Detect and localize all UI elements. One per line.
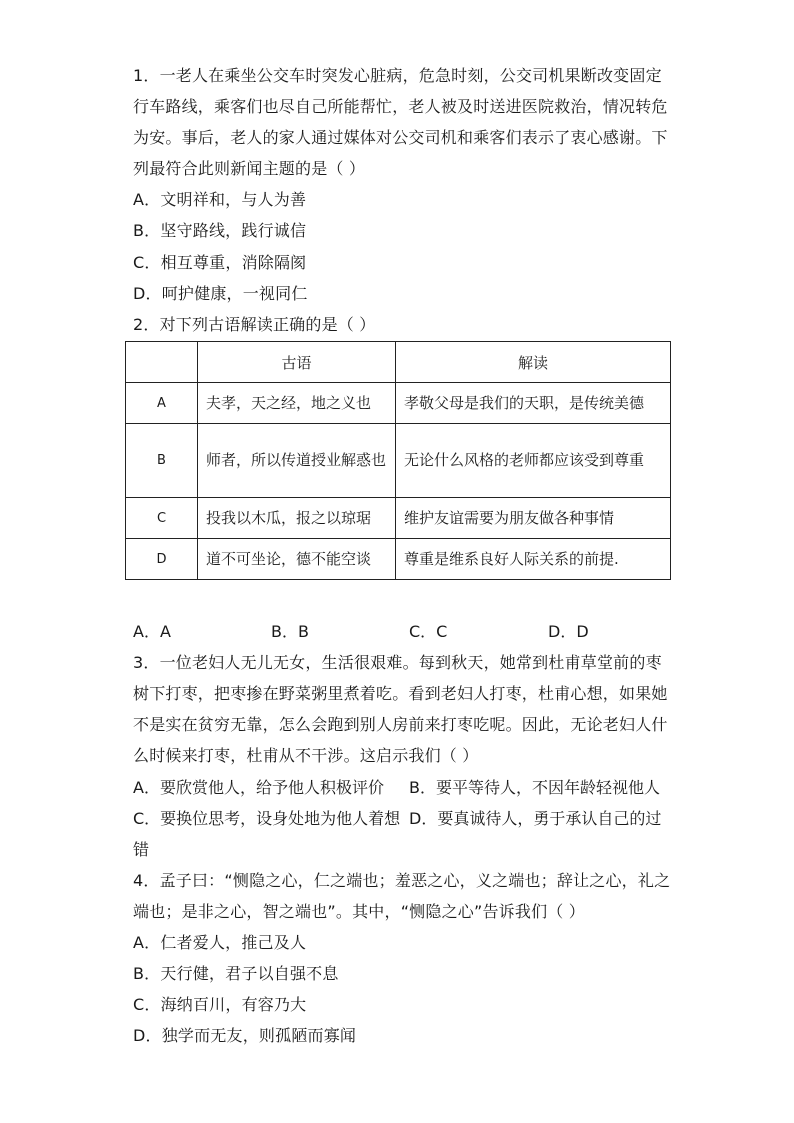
row-saying: 夫孝，天之经，地之义也 bbox=[198, 383, 396, 424]
q2-stem: 2．对下列古语解读正确的是（ ） bbox=[133, 315, 376, 334]
q3-stem-line-4: 么时候来打枣，杜甫从不干涉。这启示我们（ ） bbox=[133, 746, 479, 765]
q2-table-header-saying: 古语 bbox=[198, 342, 396, 383]
q3-option-c: C．要换位思考，设身处地为他人着想 bbox=[133, 809, 401, 828]
q1-stem-line-4: 列最符合此则新闻主题的是（ ） bbox=[133, 159, 366, 178]
q3-stem-line-1: 3．一位老妇人无儿无女，生活很艰难。每到秋天，她常到杜甫草堂前的枣 bbox=[133, 653, 662, 672]
table-row bbox=[126, 539, 671, 580]
row-reading: 维护友谊需要为朋友做各种事情 bbox=[396, 498, 671, 539]
q1-option-b: B．坚守路线，践行诚信 bbox=[133, 221, 307, 240]
q2-table-header-row bbox=[126, 342, 671, 383]
q3-stem-line-2: 树下打枣，把枣掺在野菜粥里煮着吃。看到老妇人打枣，杜甫心想，如果她 bbox=[133, 684, 668, 703]
q4-stem-line-1: 4．孟子曰：“恻隐之心，仁之端也；羞恶之心，义之端也；辞让之心，礼之 bbox=[133, 871, 671, 890]
q1-option-d: D．呵护健康，一视同仁 bbox=[133, 284, 308, 303]
table-row bbox=[126, 424, 671, 498]
row-reading: 尊重是维系良好人际关系的前提. bbox=[396, 539, 671, 580]
q3-option-b: B．要平等待人，不因年龄轻视他人 bbox=[409, 778, 660, 797]
q2-table bbox=[125, 341, 671, 580]
table-row bbox=[126, 383, 671, 424]
q2-table-header-blank bbox=[126, 342, 198, 383]
q4-stem-line-2: 端也；是非之心，智之端也”。其中，“恻隐之心”告诉我们（ ） bbox=[133, 902, 585, 921]
row-letter: B bbox=[126, 424, 198, 498]
q1-option-c: C．相互尊重，消除隔阂 bbox=[133, 253, 307, 272]
q1-stem-line-1: 1．一老人在乘坐公交车时突发心脏病，危急时刻，公交司机果断改变固定 bbox=[133, 66, 662, 85]
q2-table-header-reading: 解读 bbox=[396, 342, 671, 383]
row-reading: 无论什么风格的老师都应该受到尊重 bbox=[396, 424, 671, 498]
q3-option-d: D．要真诚待人，勇于承认自己的过 bbox=[409, 809, 662, 828]
q4-option-c: C．海纳百川，有容乃大 bbox=[133, 995, 307, 1014]
q4-option-a: A．仁者爱人，推己及人 bbox=[133, 933, 307, 952]
table-row bbox=[126, 498, 671, 539]
row-letter: A bbox=[126, 383, 198, 424]
q3-option-a: A．要欣赏他人，给予他人积极评价 bbox=[133, 778, 384, 797]
row-saying: 师者，所以传道授业解惑也 bbox=[198, 424, 396, 498]
q1-option-a: A．文明祥和，与人为善 bbox=[133, 190, 307, 209]
row-saying: 投我以木瓜，报之以琼琚 bbox=[198, 498, 396, 539]
row-letter: C bbox=[126, 498, 198, 539]
q4-option-b: B．天行健，君子以自强不息 bbox=[133, 964, 339, 983]
q1-stem-line-2: 行车路线，乘客们也尽自己所能帮忙，老人被及时送进医院救治，情况转危 bbox=[133, 97, 668, 116]
q2-option-d: D．D bbox=[548, 622, 589, 641]
row-letter: D bbox=[126, 539, 198, 580]
q2-option-c: C．C bbox=[409, 622, 448, 641]
row-reading: 孝敬父母是我们的天职，是传统美德 bbox=[396, 383, 671, 424]
q1-stem-line-3: 为安。事后，老人的家人通过媒体对公交司机和乘客们表示了衷心感谢。下 bbox=[133, 128, 668, 147]
row-saying: 道不可坐论，德不能空谈 bbox=[198, 539, 396, 580]
q3-stem-line-3: 不是实在贫穷无靠，怎么会跑到别人房前来打枣吃呢。因此，无论老妇人什 bbox=[133, 715, 668, 734]
q4-option-d: D．独学而无友，则孤陋而寡闻 bbox=[133, 1026, 357, 1045]
q3-option-d-wrap: 错 bbox=[133, 840, 150, 859]
q2-option-b: B．B bbox=[271, 622, 309, 641]
q2-option-a: A．A bbox=[133, 622, 171, 641]
